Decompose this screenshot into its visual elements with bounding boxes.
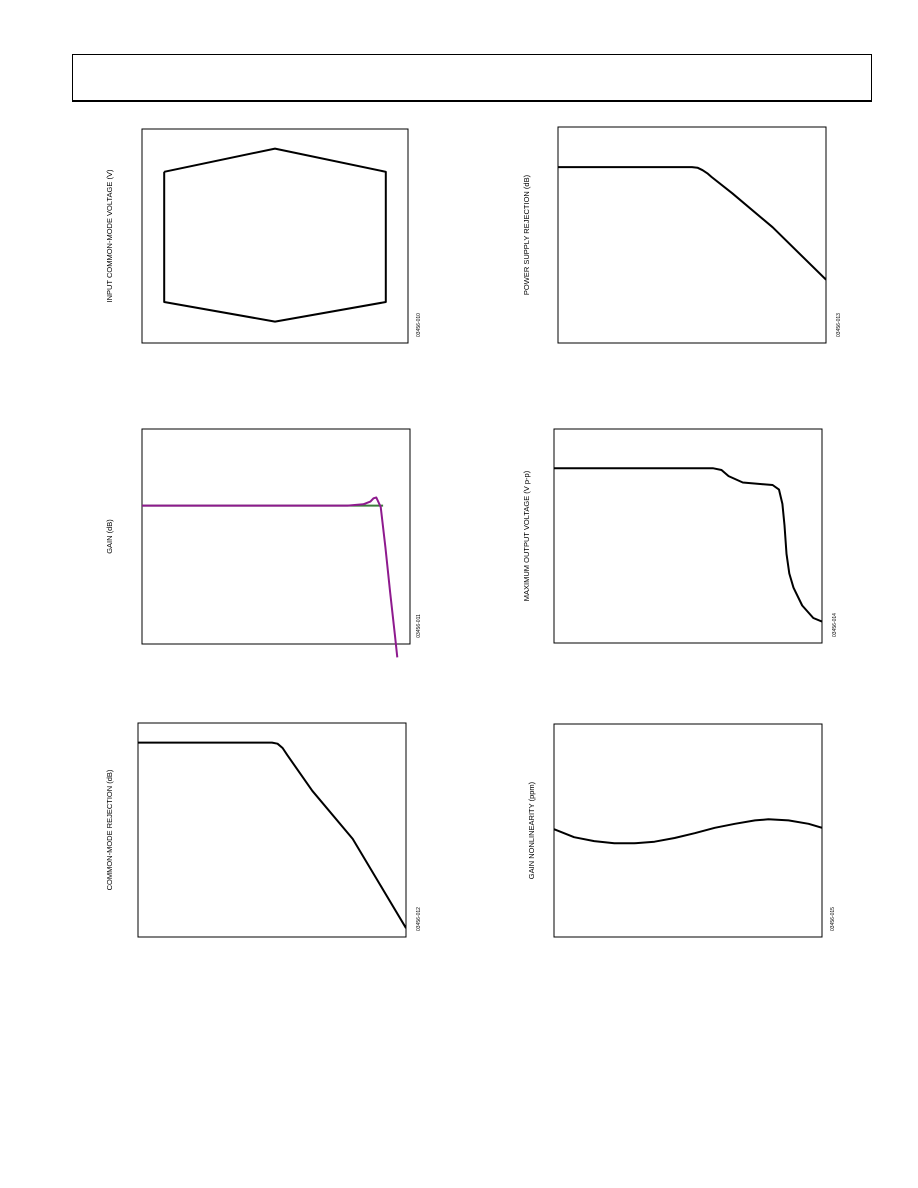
- plot-frame: [138, 723, 406, 937]
- figure-code: 03456-014: [832, 613, 838, 637]
- chart-nonlin: [527, 724, 836, 937]
- chart-psrr: [522, 127, 842, 343]
- plot-frame: [142, 129, 408, 343]
- chart-cmrr: [105, 723, 422, 937]
- chart-gain: [105, 429, 422, 657]
- y-axis-label: POWER SUPPLY REJECTION (dB): [522, 174, 531, 296]
- figure-code: 03456-010: [416, 313, 422, 337]
- plot-frame: [554, 724, 822, 937]
- figure-code: 03456-013: [836, 313, 842, 337]
- plot-frame: [558, 127, 826, 343]
- y-axis-label: MAXIMUM OUTPUT VOLTAGE (V p-p): [522, 470, 531, 602]
- y-axis-label: COMMON-MODE REJECTION (dB): [105, 769, 114, 891]
- chart-icmr: [105, 129, 422, 343]
- y-axis-label: GAIN (dB): [105, 519, 114, 554]
- figure-code: 03456-011: [416, 614, 422, 638]
- chart-vout: [522, 429, 838, 643]
- plot-frame: [554, 429, 822, 643]
- figure-code: 03456-015: [830, 907, 836, 931]
- figure-code: 03456-012: [416, 907, 422, 931]
- y-axis-label: GAIN NONLINEARITY (ppm): [527, 781, 536, 880]
- y-axis-label: INPUT COMMON-MODE VOLTAGE (V): [105, 169, 114, 303]
- plot-frame: [142, 429, 410, 644]
